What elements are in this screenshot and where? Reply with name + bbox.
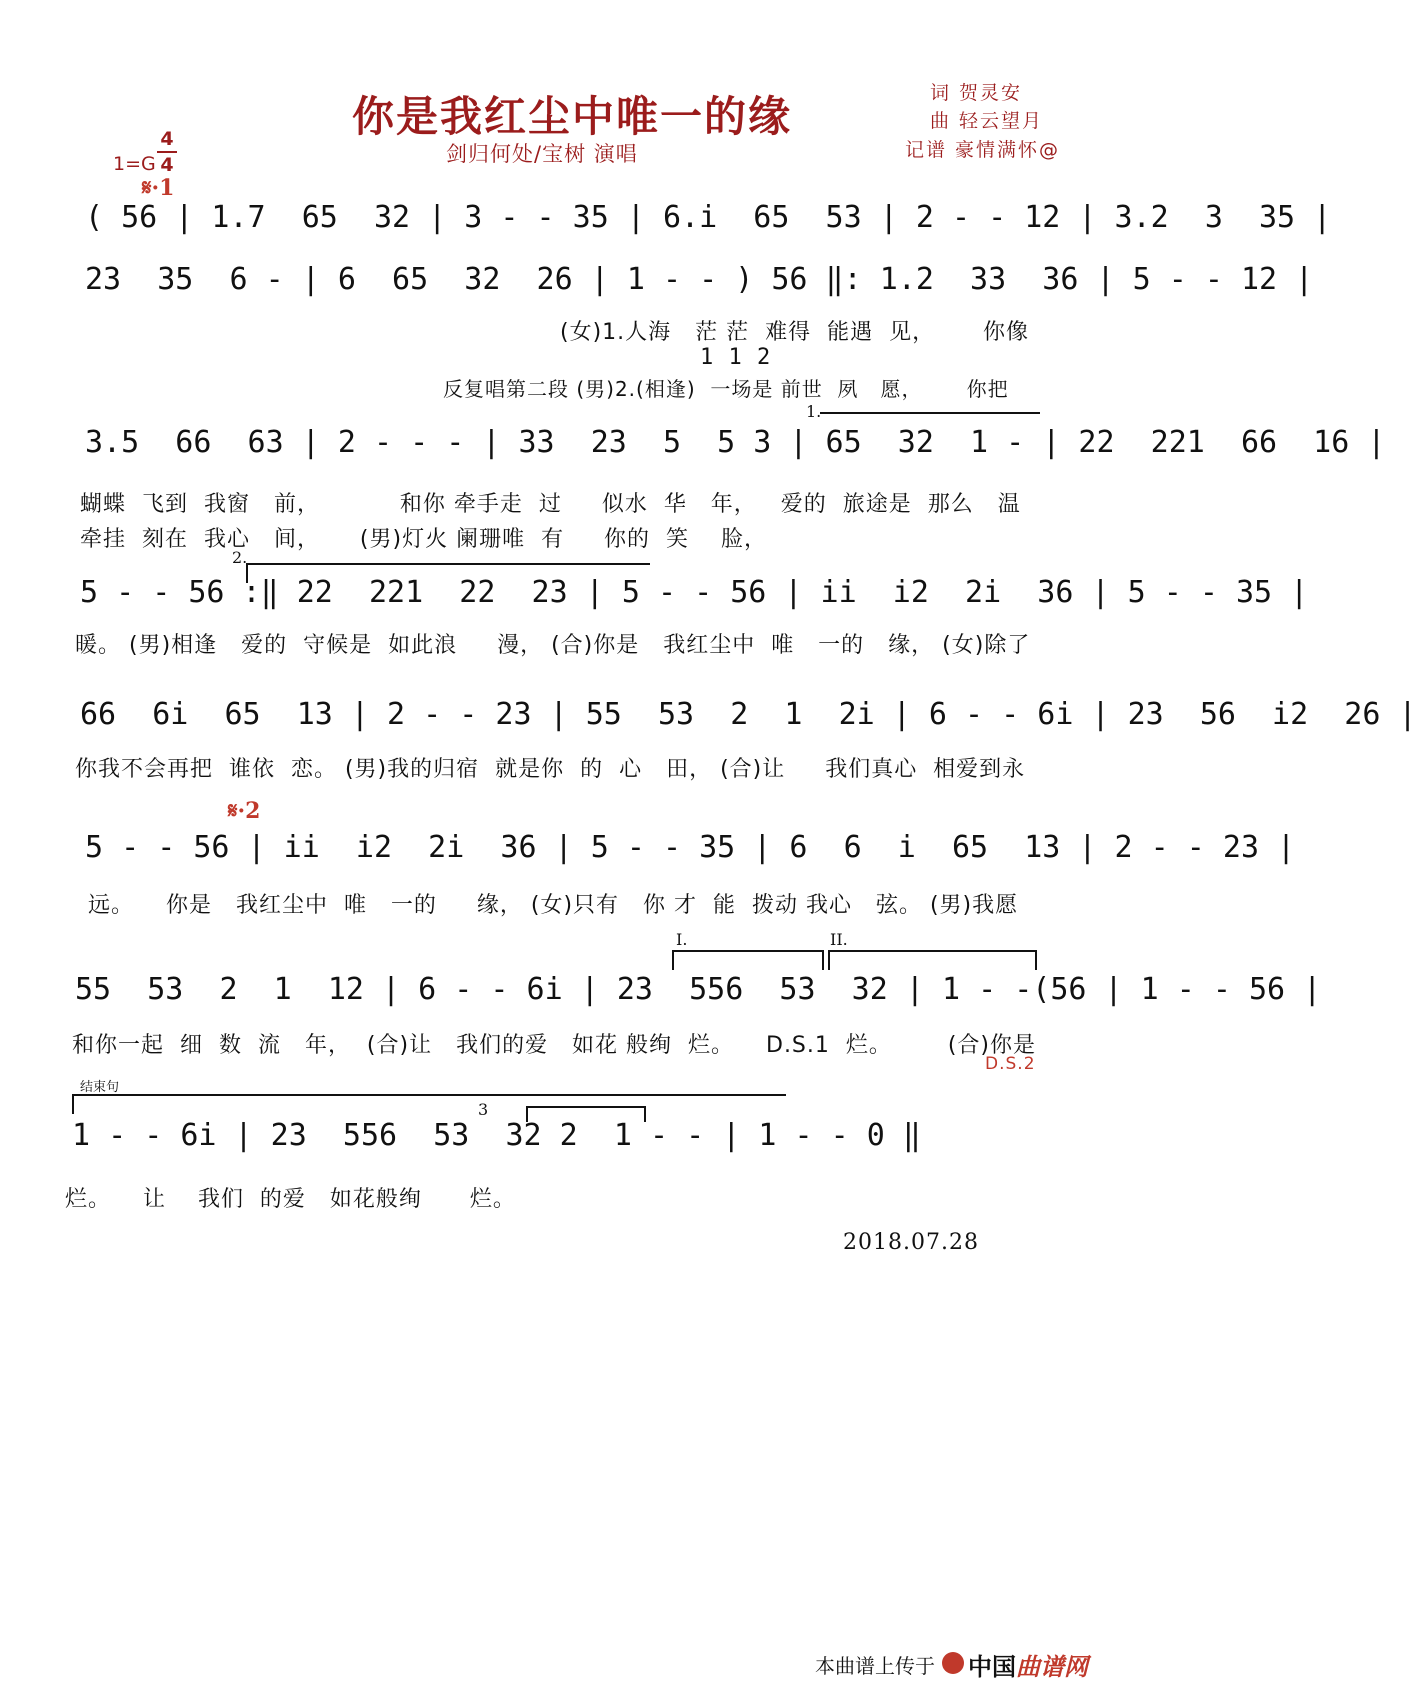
transcriber: 记谱 豪情满怀@ <box>905 139 1061 161</box>
system-2-notes: 23 35 6 - | 6 65 32 26 | 1 - - ) 56 ‖: 1.2 33 36 | 5 - - 12 | <box>85 262 1314 297</box>
meter-top: 4 <box>160 128 174 150</box>
system-3-lyric-2: 牵挂 刻在 我心 间， (男)灯火 阑珊唯 有 你的 笑 脸， <box>80 527 767 552</box>
performers: 剑归何处/宝树 演唱 <box>446 142 638 166</box>
system-5-lyric-1: 你我不会再把 谁依 恋。 (男)我的归宿 就是你 的 心 田， (合)让 我们真心 相爱到永 <box>75 757 1026 782</box>
system-2-lyric-2: 反复唱第二段 (男)2.(相逢) 一场是 前世 夙 愿， 你把 <box>443 377 1009 401</box>
ending-section-label: 结束句 <box>80 1080 120 1095</box>
system-6-lyric-1: 远。 你是 我红尘中 唯 一的 缘， (女)只有 你 才 能 拨动 我心 弦。 (男)我愿 <box>88 893 1019 918</box>
segno-1-icon: 𝄋·1 <box>142 175 175 201</box>
system-1-notes: ( 56 | 1.7 65 32 | 3 - - 35 | 6.i 65 53 | 2 - - 12 | 3.2 3 35 | <box>85 200 1332 235</box>
ending-1-bracket <box>672 950 824 970</box>
site-name-a: 中国 <box>968 1653 1016 1681</box>
system-8-lyric-1: 烂。 让 我们 的爱 如花般绚 烂。 <box>65 1187 516 1212</box>
system-7-lyric-1: 和你一起 细 数 流 年， (合)让 我们的爱 如花 般绚 烂。 D.S.1 烂。 (合)你是 <box>72 1033 1036 1058</box>
system-4-lyric-1: 暖。 (男)相逢 爱的 守候是 如此浪 漫， (合)你是 我红尘中 唯 一的 缘， (女)除了 <box>75 633 1031 658</box>
site-name-b: 曲谱网 <box>1016 1653 1088 1681</box>
system-3-lyric-1: 蝴蝶 飞到 我窗 前， 和你 牵手走 过 似水 华 年， 爱的 旅途是 那么 温 <box>80 492 1021 517</box>
system-3-notes: 3.5 66 63 | 2 - - - | 33 23 5 5 3 | 65 32 1 - | 22 221 66 16 | <box>85 425 1386 460</box>
ending-2-label: II. <box>830 930 848 949</box>
segno-2-icon: 𝄋·2 <box>228 798 261 824</box>
key-signature: 1=G <box>113 153 156 175</box>
time-signature <box>157 128 177 176</box>
ending-section-bracket <box>72 1094 786 1114</box>
system-4-notes: 5 - - 56 :‖ 22 221 22 23 | 5 - - 56 | ii i2 2i 36 | 5 - - 35 | <box>80 575 1309 610</box>
lyricist: 词 贺灵安 <box>930 82 1023 104</box>
volta-1-bracket <box>820 412 1040 414</box>
page-title: 你是我红尘中唯一的缘 <box>352 92 793 141</box>
site-name[interactable] <box>968 1647 1088 1682</box>
composer: 曲 轻云望月 <box>930 110 1044 132</box>
triplet-label: 3 <box>478 1100 489 1119</box>
system-5-notes: 66 6i 65 13 | 2 - - 23 | 55 53 2 1 2i | 6 - - 6i | 23 56 i2 26 | <box>80 697 1417 732</box>
system-8-notes: 1 - - 6i | 23 556 53 32 2 1 - - | 1 - - 0 ‖ <box>72 1118 921 1153</box>
ending-1-label: I. <box>676 930 688 949</box>
transcription-date: 2018.07.28 <box>843 1230 979 1255</box>
site-logo-icon <box>942 1652 964 1674</box>
system-2-tuplet: 1 1 2 <box>700 345 772 370</box>
meter-bottom: 4 <box>160 154 174 176</box>
system-2-lyric-1: (女)1.人海 茫 茫 难得 能遇 见， 你像 <box>560 320 1030 345</box>
ds2-marking: D.S.2 <box>985 1054 1036 1074</box>
ending-2-bracket <box>828 950 1037 970</box>
upload-note: 本曲谱上传于 <box>815 1654 935 1678</box>
volta-2-label: 2. <box>232 548 248 567</box>
system-6-notes: 5 - - 56 | ii i2 2i 36 | 5 - - 35 | 6 6 i 65 13 | 2 - - 23 | <box>85 830 1296 865</box>
system-7-notes: 55 53 2 1 12 | 6 - - 6i | 23 556 53 32 | 1 - -(56 | 1 - - 56 | <box>75 972 1322 1007</box>
volta-1-label: 1. <box>806 402 822 421</box>
